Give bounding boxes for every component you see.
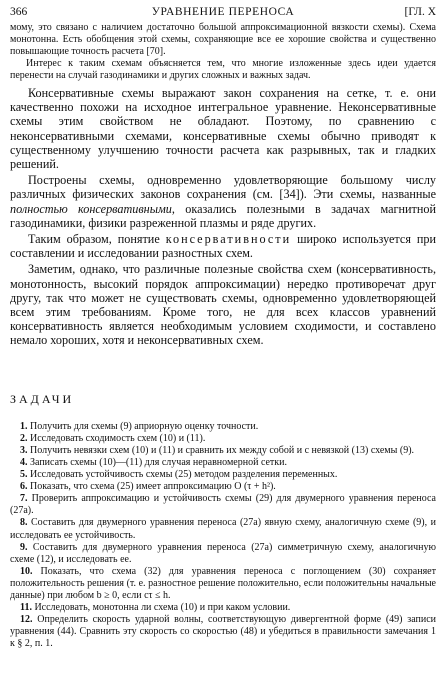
page-number: 366 bbox=[10, 6, 28, 18]
problem-text: Составить для двумерного уравнения переноса (27а) явную схему, аналогичную схеме (9), и исследовать ее устойчивость. bbox=[10, 517, 436, 541]
running-title: УРАВНЕНИЕ ПЕРЕНОСА bbox=[151, 6, 295, 18]
text-run: Построены схемы, одновременно удовлетворяющие большому числу различных физических законов сохранения (см. [34]). Эти схемы, названные bbox=[10, 173, 436, 202]
continued-small-text bbox=[10, 22, 436, 82]
problem-item bbox=[10, 566, 436, 602]
problems-heading: ЗАДАЧИ bbox=[10, 391, 75, 406]
problem-number: 8. bbox=[20, 517, 28, 529]
problem-item bbox=[10, 421, 436, 433]
problem-text: Показать, что схема (25) имеет аппроксимацию O (τ + h²). bbox=[27, 481, 276, 493]
problem-item bbox=[10, 469, 436, 481]
problem-number: 9. bbox=[20, 541, 28, 553]
problem-item bbox=[10, 542, 436, 566]
problems-list bbox=[10, 421, 436, 651]
problem-text: Записать схемы (10)—(11) для случая неравномерной сетки. bbox=[27, 456, 288, 468]
problem-item bbox=[10, 457, 436, 469]
problem-text: Определить скорость ударной волны, соответствующую дивергентной форме (49) записи уравнения (44). Сравнить эту скорость со скоростью (48) и убедиться в правильности замечания 1 к § 2, п. 1. bbox=[10, 614, 436, 650]
problem-item bbox=[10, 493, 436, 517]
text-run: широко используется при составлении и исследовании разностных схем. bbox=[10, 232, 436, 261]
problem-number: 5. bbox=[20, 469, 28, 481]
text-run: Таким образом, понятие bbox=[28, 232, 166, 247]
problem-text: Получить для схемы (9) априорную оценку точности. bbox=[27, 420, 259, 432]
problem-text: Составить для двумерного уравнения переноса (27а) симметричную схему, аналогичную схеме (12), и исследовать ее. bbox=[10, 541, 436, 565]
text-run: , оказались полезными в задачах магнитной газодинамики, физики разреженной плазмы и ряде других. bbox=[10, 201, 436, 230]
paragraph bbox=[10, 173, 436, 230]
paragraph bbox=[10, 232, 436, 260]
problem-item bbox=[10, 602, 436, 614]
emphasis: полностью консервативными bbox=[10, 201, 172, 216]
main-text bbox=[10, 86, 436, 348]
problem-number: 11. bbox=[20, 602, 32, 614]
problem-number: 3. bbox=[20, 444, 28, 456]
problem-text: Проверить аппроксимацию и устойчивость схемы (29) для двумерного уравнения переноса (27а). bbox=[10, 493, 436, 517]
book-page bbox=[10, 0, 436, 650]
problem-item bbox=[10, 433, 436, 445]
problem-number: 10. bbox=[20, 565, 33, 577]
spaced-term: консервативности bbox=[165, 232, 292, 247]
problem-number: 2. bbox=[20, 432, 28, 444]
problem-number: 4. bbox=[20, 456, 28, 468]
problem-item bbox=[10, 517, 436, 541]
problem-number: 12. bbox=[20, 614, 33, 626]
problem-number: 6. bbox=[20, 481, 28, 493]
problem-number: 1. bbox=[20, 420, 28, 432]
paragraph: Консервативные схемы выражают закон сохранения на сетке, т. е. они качественно похожи на исходное интегральное уравнение. Неконсервативные схемы этим свойством не обладают. Поэтому, по сравнению с неконсервативными схемами, консервативные схемы обычно приводят к существенному улучшению точности расчета как разрывных, так и гладких решений. bbox=[10, 86, 436, 172]
problem-item bbox=[10, 481, 436, 493]
small-paragraph: Интерес к таким схемам объясняется тем, что многие изложенные здесь идеи удается перенести на случай газодинамики и других сложных и важных задач. bbox=[10, 58, 436, 81]
problem-number: 7. bbox=[20, 493, 28, 505]
running-head bbox=[10, 2, 436, 22]
chapter-marker: [ГЛ. X bbox=[404, 6, 436, 18]
problem-item bbox=[10, 614, 436, 650]
problem-text: Исследовать сходимость схем (10) и (11). bbox=[27, 432, 206, 444]
problem-text: Исследовать устойчивость схемы (25) методом разделения переменных. bbox=[27, 469, 338, 481]
problem-text: Получить невязки схем (10) и (11) и сравнить их между собой и с невязкой (13) схемы (9). bbox=[27, 444, 415, 456]
small-paragraph: мому, это связано с наличием достаточно большой аппроксимационной вязкости схемы). Схема монотонна. Есть обобщения этой схемы, сохраняющие все ее хорошие свойства и существенно повышающие точность расчета [70]. bbox=[10, 22, 436, 57]
paragraph: Заметим, однако, что различные полезные свойства схем (консервативность, монотонность, высокий порядок аппроксимации) нередко противоречат друг другу, так что может не существовать схемы, одновременно удовлетворяющей всем этим требованиям. Кроме того, не для всех классов уравнений консервативность является необходимым условием сходимости, и составлено немало хороших, хотя и неконсервативных схем. bbox=[10, 262, 436, 348]
problem-item bbox=[10, 445, 436, 457]
problem-text: Показать, что схема (32) для уравнения переноса с поглощением (30) сохраняет положительность решения (т. е. разностное решение положительно, если положительны начальные данные) при любом b ≥ 0, если cτ ≤ h. bbox=[10, 565, 436, 601]
problem-text: Исследовать, монотонна ли схема (10) и при каком условии. bbox=[31, 602, 291, 614]
